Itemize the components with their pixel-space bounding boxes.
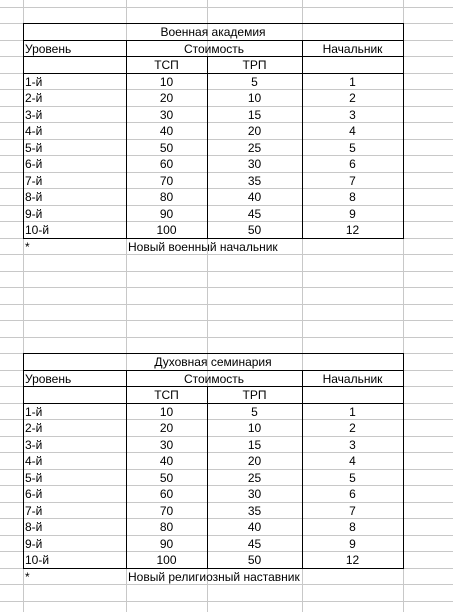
- level-cell: 6-й: [25, 487, 43, 501]
- tsp-cell: 90: [159, 207, 174, 221]
- tsp-cell: 50: [159, 471, 174, 485]
- tsp-cell: 60: [159, 487, 174, 501]
- level-cell: 2-й: [25, 421, 43, 435]
- level-cell: 4-й: [25, 124, 43, 138]
- table-border: [403, 353, 404, 569]
- level-cell: 8-й: [25, 190, 43, 204]
- header-level: Уровень: [25, 42, 72, 56]
- chief-cell: 4: [349, 454, 356, 468]
- tsp-cell: 60: [159, 157, 174, 171]
- table-border: [403, 23, 404, 239]
- header-cost: Стоимость: [183, 372, 245, 386]
- footnote-text: Новый военный начальник: [128, 240, 278, 254]
- trp-cell: 20: [247, 124, 262, 138]
- level-cell: 7-й: [25, 174, 43, 188]
- level-cell: 3-й: [25, 108, 43, 122]
- tsp-cell: 30: [159, 438, 174, 452]
- header-chief: Начальник: [322, 372, 383, 386]
- tsp-cell: 80: [159, 190, 174, 204]
- trp-cell: 50: [247, 553, 262, 567]
- tsp-cell: 10: [159, 75, 174, 89]
- level-cell: 2-й: [25, 91, 43, 105]
- tsp-cell: 70: [159, 504, 174, 518]
- table-border: [207, 56, 208, 239]
- level-cell: 1-й: [25, 75, 43, 89]
- tsp-cell: 90: [159, 537, 174, 551]
- trp-cell: 50: [247, 223, 262, 237]
- footnote-mark: *: [25, 240, 30, 254]
- tsp-cell: 50: [159, 141, 174, 155]
- header-trp: ТРП: [242, 58, 267, 72]
- table-title: Духовная семинария: [154, 355, 272, 369]
- level-cell: 6-й: [25, 157, 43, 171]
- sheet-row-gridline: [0, 287, 453, 288]
- level-cell: 3-й: [25, 438, 43, 452]
- header-trp: ТРП: [242, 388, 267, 402]
- sheet-row-gridline: [0, 7, 453, 8]
- tsp-cell: 80: [159, 520, 174, 534]
- tsp-cell: 40: [159, 454, 174, 468]
- level-cell: 5-й: [25, 471, 43, 485]
- table-title: Военная академия: [160, 25, 266, 39]
- sheet-row-gridline: [0, 304, 453, 305]
- sheet-row-gridline: [0, 601, 453, 602]
- trp-cell: 35: [247, 174, 262, 188]
- tsp-cell: 100: [156, 553, 177, 567]
- tsp-cell: 20: [159, 421, 174, 435]
- trp-cell: 20: [247, 454, 262, 468]
- chief-cell: 9: [349, 207, 356, 221]
- level-cell: 8-й: [25, 520, 43, 534]
- chief-cell: 2: [349, 421, 356, 435]
- trp-cell: 40: [247, 520, 262, 534]
- tsp-cell: 70: [159, 174, 174, 188]
- trp-cell: 15: [247, 108, 262, 122]
- chief-cell: 2: [349, 91, 356, 105]
- level-cell: 9-й: [25, 537, 43, 551]
- level-cell: 7-й: [25, 504, 43, 518]
- level-cell: 10-й: [25, 223, 50, 237]
- trp-cell: 25: [247, 141, 262, 155]
- table-border: [302, 370, 303, 569]
- sheet-row-gridline: [0, 320, 453, 321]
- table-border: [126, 370, 127, 569]
- trp-cell: 30: [247, 157, 262, 171]
- sheet-row-gridline: [0, 271, 453, 272]
- tsp-cell: 40: [159, 124, 174, 138]
- trp-cell: 5: [251, 405, 258, 419]
- header-tsp: ТСП: [154, 58, 179, 72]
- level-cell: 1-й: [25, 405, 43, 419]
- trp-cell: 35: [247, 504, 262, 518]
- header-cost: Стоимость: [183, 42, 245, 56]
- table-border: [207, 386, 208, 569]
- sheet-row-gridline: [0, 337, 453, 338]
- trp-cell: 25: [247, 471, 262, 485]
- table-border: [23, 23, 24, 239]
- chief-cell: 8: [349, 190, 356, 204]
- tsp-cell: 30: [159, 108, 174, 122]
- level-cell: 5-й: [25, 141, 43, 155]
- trp-cell: 15: [247, 438, 262, 452]
- trp-cell: 10: [247, 421, 262, 435]
- chief-cell: 6: [349, 487, 356, 501]
- header-tsp: ТСП: [154, 388, 179, 402]
- tsp-cell: 10: [159, 405, 174, 419]
- trp-cell: 5: [251, 75, 258, 89]
- trp-cell: 10: [247, 91, 262, 105]
- chief-cell: 3: [349, 108, 356, 122]
- footnote-text: Новый религиозный наставник: [128, 570, 300, 584]
- table-border: [126, 40, 127, 239]
- chief-cell: 3: [349, 438, 356, 452]
- tsp-cell: 100: [156, 223, 177, 237]
- chief-cell: 7: [349, 504, 356, 518]
- tsp-cell: 20: [159, 91, 174, 105]
- trp-cell: 45: [247, 207, 262, 221]
- chief-cell: 8: [349, 520, 356, 534]
- chief-cell: 9: [349, 537, 356, 551]
- trp-cell: 30: [247, 487, 262, 501]
- table-border: [302, 40, 303, 239]
- chief-cell: 4: [349, 124, 356, 138]
- level-cell: 10-й: [25, 553, 50, 567]
- chief-cell: 12: [345, 553, 360, 567]
- chief-cell: 1: [349, 75, 356, 89]
- chief-cell: 1: [349, 405, 356, 419]
- chief-cell: 5: [349, 141, 356, 155]
- table-border: [23, 353, 24, 569]
- chief-cell: 12: [345, 223, 360, 237]
- trp-cell: 45: [247, 537, 262, 551]
- level-cell: 9-й: [25, 207, 43, 221]
- footnote-mark: *: [25, 570, 30, 584]
- header-chief: Начальник: [322, 42, 383, 56]
- level-cell: 4-й: [25, 454, 43, 468]
- header-level: Уровень: [25, 372, 72, 386]
- trp-cell: 40: [247, 190, 262, 204]
- chief-cell: 6: [349, 157, 356, 171]
- chief-cell: 5: [349, 471, 356, 485]
- chief-cell: 7: [349, 174, 356, 188]
